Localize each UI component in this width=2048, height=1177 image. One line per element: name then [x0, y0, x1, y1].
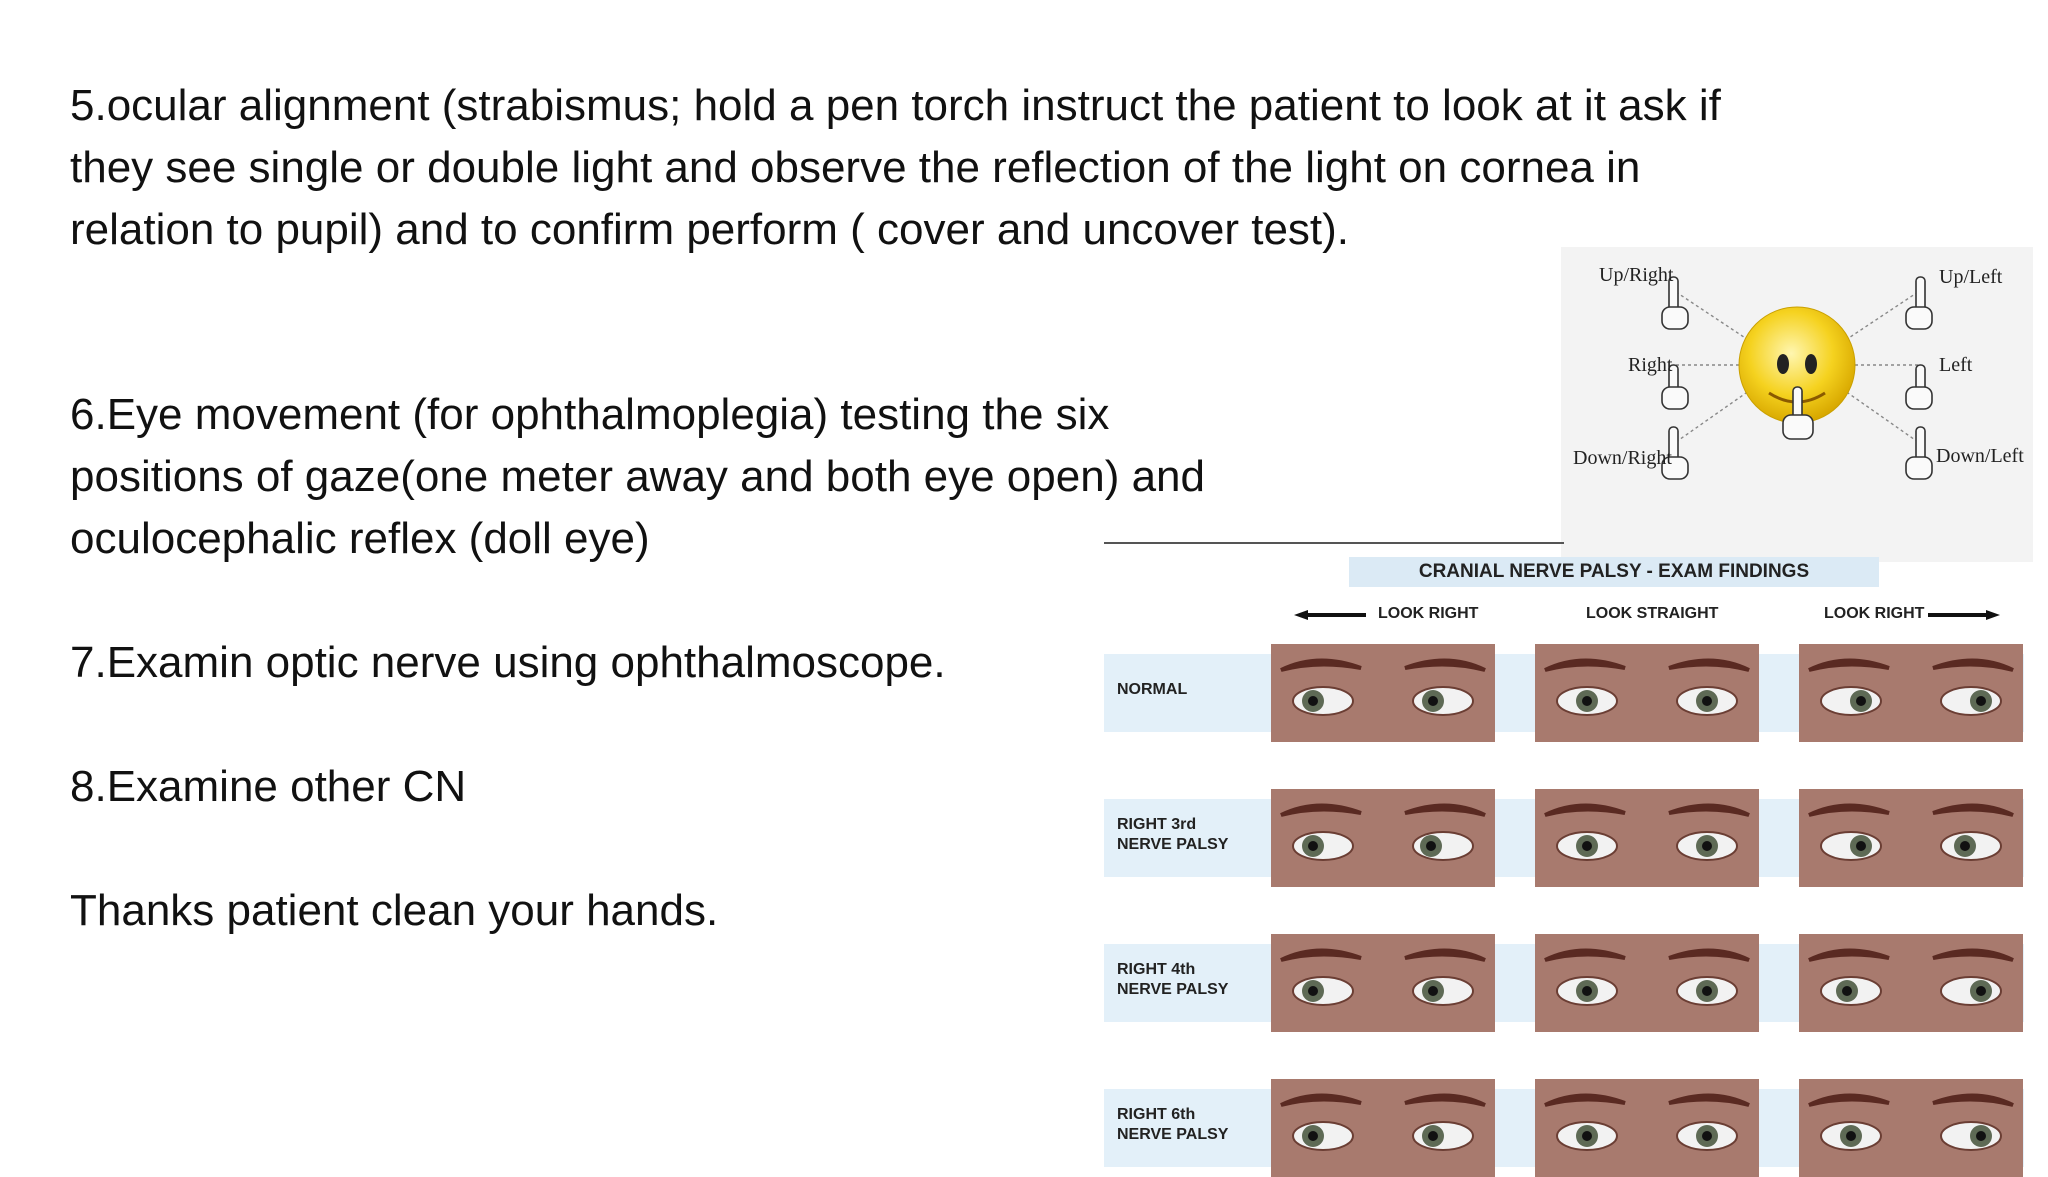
eyes-icon	[1535, 644, 1759, 742]
eye-pair-panel	[1535, 934, 1759, 1032]
eyes-icon	[1799, 789, 2023, 887]
gaze-positions-diagram	[1561, 247, 2033, 562]
gaze-label-left: Left	[1939, 354, 1973, 376]
row-label-line1: RIGHT 3rd	[1117, 816, 1197, 833]
row-label-line1: RIGHT 4th	[1117, 961, 1196, 978]
chart-row-label	[1117, 960, 1228, 1000]
arrow-right-icon	[1928, 610, 2000, 620]
eye-pair-panel	[1799, 789, 2023, 887]
eye-pair-panel	[1271, 934, 1495, 1032]
eyes-icon	[1271, 1079, 1495, 1177]
row-label-line1: NORMAL	[1117, 681, 1188, 698]
eyes-icon	[1271, 934, 1495, 1032]
chart-row-label	[1117, 815, 1228, 855]
divider-line	[1104, 542, 1564, 544]
eyes-icon	[1271, 789, 1495, 887]
gaze-diagram-graphic	[1561, 247, 2033, 562]
eyes-icon	[1271, 644, 1495, 742]
step-6-eye-movement: 6.Eye movement (for ophthalmoplegia) testing the six positions of gaze(one meter away and both eye open) and oculocephalic reflex (doll eye)	[70, 390, 1205, 563]
column-head-look-right-1: LOOK RIGHT	[1378, 605, 1479, 622]
step-7-optic-nerve: 7.Examin optic nerve using ophthalmoscope.	[70, 638, 946, 687]
eye-pair-panel	[1535, 789, 1759, 887]
column-head-look-right-2: LOOK RIGHT	[1824, 605, 1925, 622]
gaze-label-up-left: Up/Left	[1939, 266, 2003, 288]
row-label-line1: RIGHT 6th	[1117, 1106, 1196, 1123]
eye-pair-panel	[1799, 934, 2023, 1032]
column-head-look-straight: LOOK STRAIGHT	[1586, 605, 1719, 622]
eye-pair-panel	[1535, 644, 1759, 742]
gaze-label-right: Right	[1628, 354, 1673, 376]
eye-pair-panel	[1271, 1079, 1495, 1177]
step-5-ocular-alignment: 5.ocular alignment (strabismus; hold a pen torch instruct the patient to look at it ask if they see single or double light and observe the reflection of the light on cornea in relation to pupil) and to confirm perform ( cover and uncover test).	[70, 81, 1721, 254]
eye-pair-panel	[1799, 644, 2023, 742]
row-label-line2: NERVE PALSY	[1117, 1126, 1229, 1143]
eyes-icon	[1799, 934, 2023, 1032]
eye-pair-panel	[1535, 1079, 1759, 1177]
row-label-line2: NERVE PALSY	[1117, 981, 1229, 998]
row-label-line2: NERVE PALSY	[1117, 836, 1229, 853]
eye-pair-panel	[1271, 644, 1495, 742]
eyes-icon	[1535, 1079, 1759, 1177]
arrow-left-icon	[1294, 610, 1366, 620]
chart-row-label	[1117, 680, 1187, 700]
eyes-icon	[1535, 789, 1759, 887]
palsy-chart-title: CRANIAL NERVE PALSY - EXAM FINDINGS	[1349, 557, 1879, 587]
eye-pair-panel	[1799, 1079, 2023, 1177]
step-8-other-cn: 8.Examine other CN	[70, 762, 467, 811]
chart-row-label	[1117, 1105, 1228, 1145]
eyes-icon	[1799, 644, 2023, 742]
gaze-label-up-right: Up/Right	[1599, 264, 1674, 286]
gaze-label-down-right: Down/Right	[1573, 447, 1672, 469]
gaze-label-down-left: Down/Left	[1936, 445, 2024, 467]
closing-instruction: Thanks patient clean your hands.	[70, 886, 719, 935]
eyes-icon	[1535, 934, 1759, 1032]
eyes-icon	[1799, 1079, 2023, 1177]
eye-pair-panel	[1271, 789, 1495, 887]
